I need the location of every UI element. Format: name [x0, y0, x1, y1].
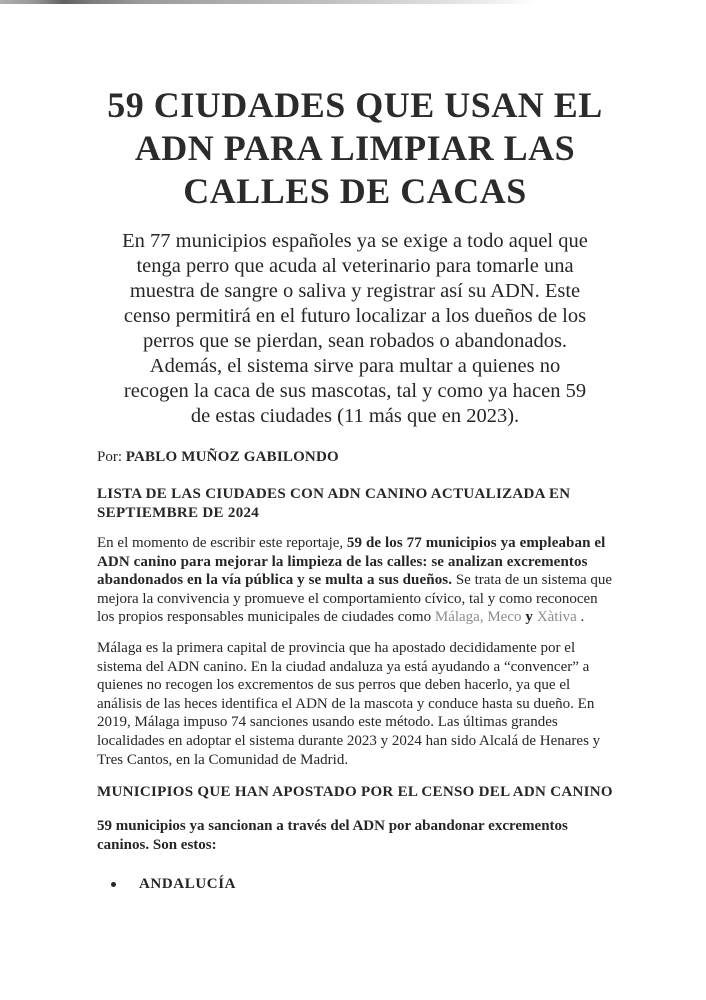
lead-paragraph: [97, 229, 613, 429]
article-title-line-1: 59 CIUDADES QUE USAN EL: [107, 85, 603, 125]
link-malaga-meco[interactable]: Málaga, Meco: [434, 609, 522, 626]
link-xativa[interactable]: Xàtiva: [536, 609, 577, 626]
paragraph-sanctions-intro: 59 municipios ya sancionan a través del ADN por abandonar excrementos caninos. Son estos:: [97, 818, 568, 853]
list-item-andalucia: [97, 876, 613, 893]
paragraph-report-status-conjunction: y: [521, 609, 537, 626]
paragraph-report-status-bold-claim: 59 de los 77 municipios ya empleaban el ADN canino para mejorar la limpieza de las calles: se analizan excrementos abandonados en la vía pública y se multa a sus dueños.: [97, 535, 606, 589]
byline-author: PABLO MUÑOZ GABILONDO: [125, 449, 339, 465]
lead-line-1: En 77 municipios españoles ya se exige a todo aquel que: [122, 230, 588, 252]
paragraph-report-status-body: Se trata de un sistema que mejora la convivencia y promueve el comportamiento cívico, tal y como reconocen los propios responsables municipales de ciudades como: [97, 572, 613, 626]
article-title-line-3: CALLES DE CACAS: [183, 171, 527, 211]
section-heading-municipios: MUNICIPIOS QUE HAN APOSTADO POR EL CENSO DEL ADN CANINO: [97, 784, 613, 801]
paragraph-malaga: Málaga es la primera capital de provincia que ha apostado decididamente por el sistema del ADN canino. En la ciudad andaluza ya está ayudando a “convencer” a quienes no recogen los excrementos de sus perros que deben hacerlo, ya que el análisis de las heces identifica el ADN de la mascota y conduce hasta su dueño. En 2019, Málaga impuso 74 sanciones usando este método. Las últimas grandes localidades en adoptar el sistema durante 2023 y 2024 han sido Alcalá de Henares y Tres Cantos, en la Comunidad de Madrid.: [97, 639, 601, 768]
article-title-line-2: ADN PARA LIMPIAR LAS: [134, 128, 576, 168]
section-heading-list-of-cities: LISTA DE LAS CIUDADES CON ADN CANINO ACTUALIZADA EN SEPTIEMBRE DE 2024: [97, 486, 571, 521]
lead-line-4: censo permitirá en el futuro localizar a los dueños de los: [123, 305, 587, 327]
lead-line-8: de estas ciudades (11 más que en 2023).: [190, 405, 520, 427]
lead-line-7: recogen la caca de sus mascotas, tal y como ya hacen 59: [123, 380, 587, 402]
paragraph-report-status: [97, 534, 613, 627]
lead-line-5: perros que se pierdan, sean robados o abandonados.: [142, 330, 568, 352]
lead-line-3: muestra de sangre o saliva y registrar así su ADN. Este: [129, 280, 581, 302]
lead-line-2: tenga perro que acuda al veterinario para tomarle una: [136, 255, 574, 277]
document-content: [97, 84, 613, 893]
byline: [97, 448, 613, 467]
paragraph-report-status-end: .: [576, 609, 585, 626]
lead-line-6: Además, el sistema sirve para multar a quienes no: [149, 355, 561, 377]
scanner-artifact-streak: [0, 0, 706, 4]
bullet-dot-icon: [111, 882, 116, 887]
list-item-andalucia-label: ANDALUCÍA: [139, 876, 237, 893]
paragraph-report-status-intro: En el momento de escribir este reportaje,: [97, 535, 347, 551]
byline-prefix: Por:: [97, 449, 126, 465]
article-title: [97, 84, 613, 213]
